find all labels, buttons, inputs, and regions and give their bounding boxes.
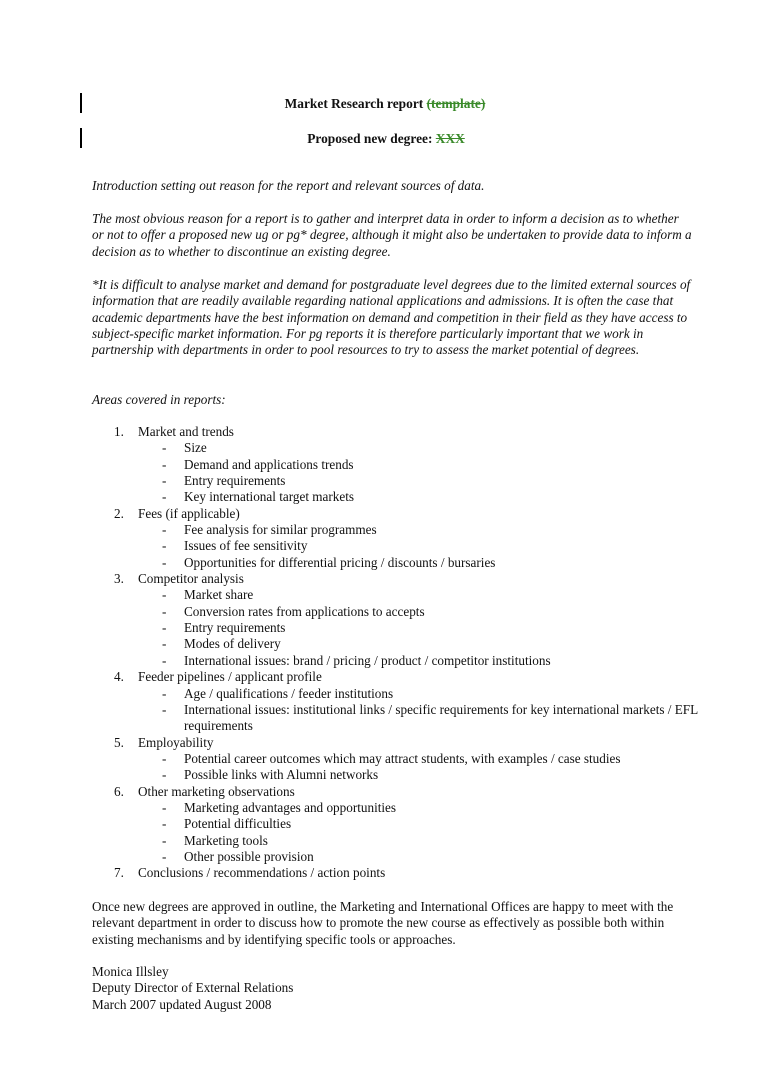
area-item <box>92 571 712 669</box>
dash-bullet-icon: - <box>162 456 167 472</box>
area-sublist <box>138 686 712 735</box>
purpose-paragraph: The most obvious reason for a report is to gather and interpret data in order to inform a decision as to whether or not to offer a proposed new ug or pg* degree, although it might also be undertaken to provide data to inform a decision as to whether to discontinue an existing degree. <box>92 211 692 259</box>
area-number: 1. <box>114 424 124 439</box>
area-subitem <box>138 653 712 669</box>
area-subitem <box>138 833 712 849</box>
area-subitem-text: Possible links with Alumni networks <box>184 767 379 783</box>
signature-block <box>92 964 293 1013</box>
area-subitem-text: International issues: institutional links / specific requirements for key international markets / EFL requirements <box>184 701 698 734</box>
area-subitem-text: Key international target markets <box>184 489 355 505</box>
signature-role: Deputy Director of External Relations <box>92 980 294 996</box>
area-subitem <box>138 457 712 473</box>
subtitle-struck-text: XXX <box>435 131 465 146</box>
dash-bullet-icon: - <box>162 750 167 766</box>
dash-bullet-icon: - <box>162 816 167 832</box>
area-label: Market and trends <box>138 424 234 439</box>
area-sublist <box>138 751 712 784</box>
dash-bullet-icon: - <box>162 636 167 652</box>
postgraduate-note-paragraph: *It is difficult to analyse market and demand for postgraduate level degrees due to the limited external sources of information that are readily available regarding national applications and admissions. It is often the case that academic departments have the best information on demand and competition in their field as they have access to subject-specific market information. For pg reports it is therefore particularly important that we work in partnership with departments in order to pool resources to try to assess the market potential of degrees. <box>92 277 691 358</box>
area-sublist <box>138 800 712 865</box>
area-subitem-text: Entry requirements <box>184 620 286 636</box>
area-subitem <box>138 767 712 783</box>
document-title <box>0 96 768 112</box>
area-subitem <box>138 816 712 832</box>
area-subitem-text: Issues of fee sensitivity <box>184 538 308 554</box>
area-label: Fees (if applicable) <box>138 505 240 521</box>
intro-paragraph: Introduction setting out reason for the report and relevant sources of data. <box>92 178 485 193</box>
area-subitem <box>138 751 712 767</box>
dash-bullet-icon: - <box>162 767 167 783</box>
signature-date: March 2007 updated August 2008 <box>92 996 272 1012</box>
area-subitem-text: Modes of delivery <box>184 636 281 652</box>
dash-bullet-icon: - <box>162 554 167 570</box>
closing-paragraph: Once new degrees are approved in outline, the Marketing and International Offices are happy to meet with the relevant department in order to discuss how to promote the new course as effectively as possible both within existing mechanisms and by identifying specific tools or approaches. <box>92 899 674 947</box>
area-subitem-text: Marketing tools <box>184 832 268 848</box>
dash-bullet-icon: - <box>162 799 167 815</box>
dash-bullet-icon: - <box>162 685 167 701</box>
area-subitem <box>138 473 712 489</box>
area-subitem <box>138 538 712 554</box>
dash-bullet-icon: - <box>162 848 167 864</box>
subtitle-text: Proposed new degree: <box>307 131 433 146</box>
dash-bullet-icon: - <box>162 701 167 717</box>
area-subitem <box>138 686 712 702</box>
area-subitem <box>138 555 712 571</box>
signature-name: Monica Illsley <box>92 964 169 979</box>
area-number: 5. <box>114 734 124 750</box>
dash-bullet-icon: - <box>162 489 167 505</box>
dash-bullet-icon: - <box>162 538 167 554</box>
area-subitem <box>138 849 712 865</box>
area-item <box>92 669 712 734</box>
dash-bullet-icon: - <box>162 440 167 456</box>
dash-bullet-icon: - <box>162 652 167 668</box>
area-subitem <box>138 440 712 456</box>
area-subitem-text: International issues: brand / pricing / product / competitor institutions <box>184 652 551 668</box>
area-subitem-text: Entry requirements <box>184 473 286 489</box>
area-number: 2. <box>114 505 124 521</box>
area-sublist <box>138 587 712 669</box>
area-subitem-text: Demand and applications trends <box>184 456 354 472</box>
area-subitem <box>138 702 712 735</box>
area-subitem-text: Marketing advantages and opportunities <box>184 799 397 815</box>
area-label: Other marketing observations <box>138 783 295 799</box>
dash-bullet-icon: - <box>162 587 167 603</box>
area-subitem <box>138 587 712 603</box>
area-item <box>92 784 712 866</box>
area-subitem <box>138 620 712 636</box>
area-subitem-text: Age / qualifications / feeder institutions <box>184 685 394 701</box>
area-subitem-text: Potential career outcomes which may attract students, with examples / case studies <box>184 750 621 766</box>
area-number: 3. <box>114 571 124 587</box>
area-label: Conclusions / recommendations / action points <box>138 865 386 881</box>
dash-bullet-icon: - <box>162 603 167 619</box>
area-subitem <box>138 489 712 505</box>
area-item <box>92 865 712 881</box>
areas-heading: Areas covered in reports: <box>92 392 226 407</box>
area-label: Feeder pipelines / applicant profile <box>138 669 322 685</box>
area-sublist <box>138 440 712 505</box>
title-struck-text: (template) <box>426 96 486 111</box>
area-subitem-text: Other possible provision <box>184 848 314 864</box>
area-subitem <box>138 636 712 652</box>
area-subitem <box>138 800 712 816</box>
area-item <box>92 735 712 784</box>
area-subitem <box>138 604 712 620</box>
area-subitem-text: Potential difficulties <box>184 816 292 832</box>
areas-list <box>92 424 712 882</box>
area-number: 4. <box>114 669 124 685</box>
document-subtitle <box>0 131 768 147</box>
area-number: 6. <box>114 783 124 799</box>
dash-bullet-icon: - <box>162 620 167 636</box>
area-subitem-text: Fee analysis for similar programmes <box>184 522 377 538</box>
area-subitem-text: Conversion rates from applications to accepts <box>184 603 425 619</box>
title-text: Market Research report <box>284 96 424 111</box>
area-number: 7. <box>114 865 124 881</box>
dash-bullet-icon: - <box>162 473 167 489</box>
area-subitem <box>138 522 712 538</box>
area-label: Employability <box>138 734 214 750</box>
dash-bullet-icon: - <box>162 832 167 848</box>
area-subitem-text: Market share <box>184 587 254 603</box>
area-item <box>92 424 712 506</box>
area-subitem-text: Size <box>184 440 207 456</box>
area-subitem-text: Opportunities for differential pricing / discounts / bursaries <box>184 554 496 570</box>
dash-bullet-icon: - <box>162 522 167 538</box>
area-label: Competitor analysis <box>138 571 244 587</box>
area-sublist <box>138 522 712 571</box>
area-item <box>92 506 712 571</box>
